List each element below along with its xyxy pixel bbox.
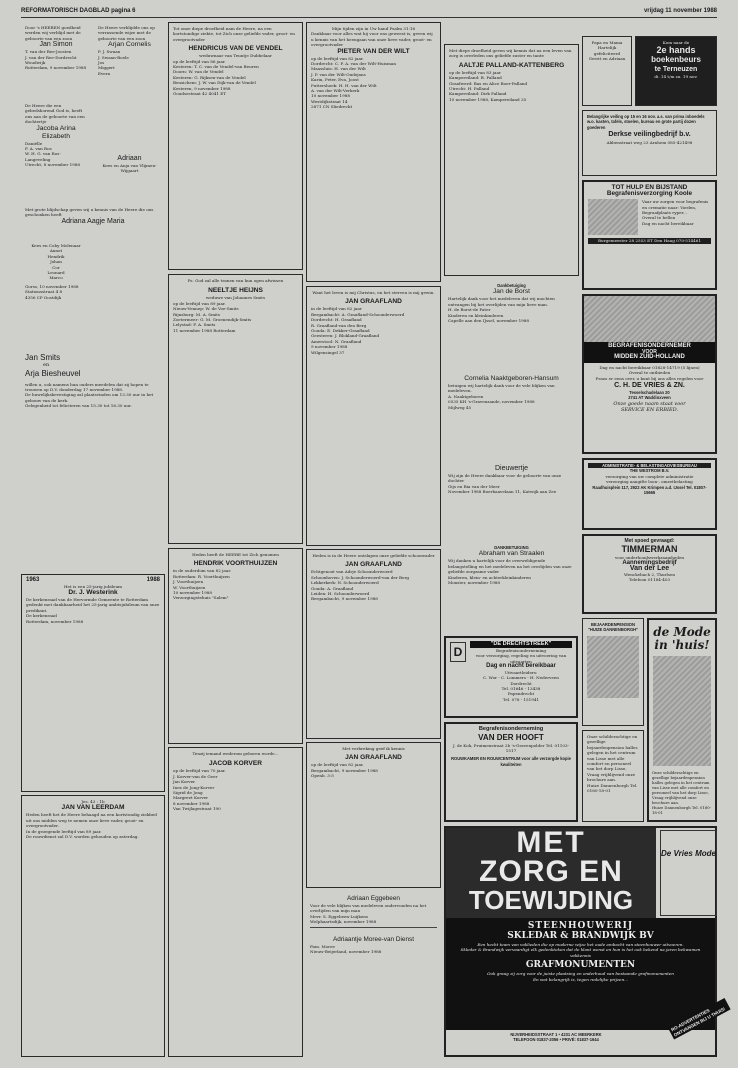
ad-arjan [94, 22, 165, 112]
bible-verse: Ps. God zal alle tranen van hun ogen afwissen [187, 278, 284, 283]
company-text: verzorging van uw complete administratie verzorging aangifte loon-, omzetbelasting [605, 473, 694, 485]
masthead-left: REFORMATORISCH DAGBLAD pagina 6 [21, 8, 136, 14]
ad-graafland-2 [306, 549, 441, 739]
obituary-intro: Met verbreking geef ik kennis [342, 746, 405, 751]
obituary-text: op de leeftijd van 86 jaar. Kesteren: T. C. van de Vendel-van Beuren Doorn: W. van de Vendel Kesteren: G. Rijksen-van de Vendel Beusichem: J. W. van Dijk-van de Vendel Kesteren, 9 november 1988 Goudsestraat 42 4041 ET [173, 58, 259, 97]
birth-text: De Heere verblijdde ons op verrassende wijze met de geboorte van een zoon [98, 25, 155, 41]
company-title: TOT HULP EN BIJSTAND [611, 184, 688, 191]
company-address: Burgemeester 28 2553 ET Den Haag 070-514461 [588, 238, 711, 243]
obituary-text: op de leeftijd van 89 jaar. Nieuw-Vennep: W. de Voe-Smits Rijnsburg: M. A. Smits Zoetermeer: G. M. Groenendijk-Smits Lelystad: F. A. Smits 11 november 1988 Rotterdam [173, 300, 252, 333]
deceased-name: NEELTJE HEIJNS [208, 287, 263, 295]
company-address: Raadhuisplein 117, 2922 AK Krimpen a.d. IJssel Tel. 01807-15665 [592, 484, 707, 496]
ad-koole [582, 180, 717, 290]
obituary-text: in de leeftijd van 82 jaar Bergambacht: A. Graafland-Schoonderwoerd Dordrecht: H. Graafland R. Graafland-van den Berg Gouda: E. Dekker-Graafland Geesteren: J. Blokland-Graafland Amerstool: N. Graafland 9 november 1988 Wilgensingel 37 [311, 306, 405, 355]
divider [310, 927, 437, 928]
ad-deborst [444, 280, 579, 370]
obituary-text: op de leeftijd van 83 jaar Kampereiland: B. Palland Graafwerd: Bas en Alice Boer-Palland Utrecht: H. Palland Kampereiland: Dirk Palland 10 november 1988, Kampereiland 35 [449, 69, 528, 102]
obituary-intro: Heden is in de Heere ontslapen onze geliefde schoonvader [312, 553, 435, 558]
deceased-name: JAN GRAAFLAND [345, 561, 402, 569]
company-title: STEENHOUWERIJ [527, 921, 634, 931]
company-text: Dag en nacht bereikbaar 01828-14719 (5 lijnen) Overal te ontbieden Prazo er eens over, u kunt bij ons alles regelen voor [595, 364, 704, 381]
birth-name: Jacoba Arina Elizabeth [36, 124, 76, 140]
ad-westrom [582, 458, 717, 530]
building-photo [584, 296, 715, 342]
bible-verse: Tenzij iemand wederom geboren worde... [192, 751, 279, 756]
ad-timmerman [582, 534, 717, 614]
address-text: Gorss, 10 november 1988 Stationsstraat 4 8 4356 CP Oostdijk [25, 283, 79, 300]
deceased-name: AALTJE PALLAND-KATTENBERG [458, 61, 565, 69]
company-text: ROUWKAMER EN ROUWCENTRUM voor alle verzorgde kopie kwaliteiten [451, 756, 571, 767]
ad-neeltje [168, 274, 303, 544]
ad-date: di. 14 t/m za. 19 nov. [654, 74, 698, 80]
hearse-image [588, 199, 638, 235]
deceased-name: HENDRIK VOORTHUIJZEN [193, 560, 278, 568]
obituary-intro: Dankbaar voor alles wat hij voor ons geweest is, geven wij u kennis van het heengaan van onze lieve vader, groot- en overgrootvader [311, 31, 433, 48]
thanks-name: Abraham van Straalen [478, 550, 545, 558]
birth-name: Adriana Aagje Maria [61, 217, 125, 225]
ad-adriana [21, 204, 165, 240]
deceased-name: JACOB KORVER [208, 760, 262, 768]
company-title: Begrafenisonderneming [478, 726, 544, 732]
year-to: 1988 [146, 577, 160, 583]
ad-drechtstreek [444, 636, 578, 718]
ad-demode [647, 618, 717, 822]
ad-pieter [306, 22, 441, 282]
company-text: Begrafenisonderneming voor verzorging, regeling en uitvoering van uitvaarten [475, 648, 567, 664]
deceased-name: PIETER VAN DER WILT [337, 47, 410, 55]
ad-cornelissen [21, 100, 91, 204]
stamp-banner: RO-ADVERTENTIES ONTVANGEN BIJ U THUIS! [668, 998, 731, 1040]
ad-jubileum [21, 574, 165, 792]
ad-graafland-3 [306, 742, 441, 888]
birth-parents: Daniëlle F. A. van Ros W. H. G. van Ros- Langeveling Utrecht, 8 november 1988 [25, 140, 80, 168]
demode-name: De Vries Mode [661, 849, 716, 858]
ad-wedding [21, 350, 165, 568]
obituary-text: op de leeftijd van 82 jaar. Bergambacht, 9 november 1988 Openb. 3:5 [311, 762, 378, 779]
headline-line: MET [516, 826, 586, 859]
birth-parents: P. J. Swaan J. Swaan-Boele Jos Miggert Evera [98, 49, 129, 76]
company-slogan: Onze goede naam staat voor SERVICE EN ERBIED. [613, 400, 686, 413]
groom-name: Jan Smits [25, 353, 61, 362]
ad-title: boekenbeurs [651, 55, 701, 65]
company-title: VOOR [642, 348, 657, 355]
company-title: MIDDEN ZUID-HOLLAND [614, 354, 685, 361]
obituary-text: op de leeftijd van 70 jaar. J. Korver-van de Geer Jan Korver Inez de Jong-Korver Sigrid de Jong Margreet Korver 8 november 1988 Van Twijlagestraat 190 [173, 768, 226, 812]
obituary-text: Heden heeft het de Heere behaagd na een kortstondig ziekbed uit ons midden weg te nemen onze lieve vader, groot- en overgrootvader. In de gezegende leeftijd van 89 jaar. De rouwdienst zal D.V. worden gehouden op zaterdag. [26, 812, 157, 840]
thanks-name: Adriaantje Moree-van Dienst [333, 935, 414, 943]
ad-thanks [306, 892, 441, 1057]
company-name: "DE DRECHTSTREEK" [470, 641, 572, 648]
company-name: SKLEDAR & BRANDWIJK BV [507, 931, 654, 941]
headline-line: TOEWIJDING [468, 885, 634, 915]
ad-kleinkinderen [21, 240, 91, 350]
thanks-text: betuigen wij hartelijk dank voor de vele blijken van medeleven. A. Naaktgeboren 0535 KH 's-Gravenzande, november 1988 Mijlweg 45 [448, 383, 555, 410]
ad-headline: de Mode in 'huis! [653, 625, 711, 652]
company-address: NIJVERHEIDSSTRAAT 1 • 4231 AC MEERKERK TELEFOON 01837-2056 • PRIVÉ: 01837-1644 [510, 1032, 602, 1043]
ad-graafland-1 [306, 286, 441, 546]
obituary-text: in de ouderdom van 82 jaar. Rotterdam: R. Voorthuijzen J. Voorthuijzen W. Voorthuijzen 10 november 1988 Verzorgingstehuis "Salem" [173, 568, 232, 601]
ad-text: Onze schilderachtige en gezellige bejaardenpension halles gelegen in het centrum van Lisse met alle comfort en personeel van het dorp Lisse, Vraag vrijblijvend onze brochure aan. Huize Dannenborgh Tel. 0180-18-01 [652, 770, 711, 815]
ad-straalen [444, 542, 579, 634]
birth-name: Adriaan [117, 155, 142, 162]
company-address: Wenckebach 2, Thurlsen Telefoon 01184-403 [623, 572, 676, 583]
company-name: C. H. DE VRIES & ZN. [614, 382, 685, 389]
jubileum-name: Dr. J. Westerink [68, 589, 118, 596]
company-text: Vaar uw zorgen voor begrafenis en crematie naar: Vorden, Begraafplaats ryper... Overal te bellen Dag en nacht bereikbaar [642, 199, 709, 226]
ad-adriaan [94, 112, 165, 204]
company-name: Derkse veilingbedrijf b.v. [608, 131, 691, 139]
wedding-text: willen u, ook namens hun ouders meedelen dat zij hopen te trouwen op D.V. donderdag 17 november 1988. De huwelijksbevestiging zal plaatsvinden om 13.30 uur in het gebouw van de kerk. Gelegenheid tot feliciteren van 15.30 tot 16.30 uur. [25, 381, 154, 409]
pension-title: BEJAARDENPENSION "HUIZE DANNENBORGH" [587, 622, 639, 633]
vacancy-text: voor onderhoudswerkzaamheden [614, 555, 685, 561]
en-text: en [43, 362, 50, 368]
company-title: BEGRAFENISONDERNEMER [608, 343, 691, 349]
obituary-intro: Tot onze diepe droefheid nam de Heere, na een kortstondige ziekte, tot Zich onze geliefde vader, groot- en overgrootvader [173, 26, 295, 42]
jubileum-text: De kerkenraad van de Hervormde Gemeente te Rotterdam gedenkt met dankbaarheid het 25-jarig ambtsjubileum van onze predikant. De kerkenraad Rotterdam, november 1988 [26, 597, 160, 624]
obituary-intro: Met diepe droefheid geven wij kennis dat na een leven van zorg is overleden ons geliefde zuster en tante [449, 48, 572, 59]
company-name: Van der Lee [629, 565, 670, 573]
deceased-subtitle: weduwe van Johannes Smits [205, 295, 266, 301]
ad-devries [582, 294, 717, 454]
ad-hansum [444, 372, 579, 460]
birth-name: Jan Simon [39, 41, 73, 49]
demode-badge [660, 830, 717, 916]
masthead [21, 6, 717, 18]
ad-boekenbeurs [635, 36, 717, 106]
company-product: GRAFMONUMENTEN [525, 960, 636, 971]
bible-verse: Want het leven is mij Christus, en het sterven is mij gewin. [312, 290, 435, 295]
model-photo [653, 656, 711, 766]
ad-vanderhooft [444, 722, 578, 822]
thanks-name: Jan de Borst [492, 288, 531, 296]
vacancy-head: Met spoed gevraagd: [624, 538, 675, 544]
ad-skledar [444, 826, 726, 1057]
deceased-name: JAN GRAAFLAND [345, 298, 402, 306]
company-block [446, 918, 715, 1030]
ad-voorthuijzen [168, 548, 303, 744]
thanks-heading: DANKBETUIGING [494, 545, 529, 550]
year-from: 1963 [26, 577, 40, 583]
deceased-name: JAN GRAAFLAND [345, 754, 402, 762]
deceased-subtitle: weduwnaar van Teuntje Dubbelaar [199, 53, 272, 59]
ad-pension-text [582, 730, 644, 822]
company-name: THE WESTROM B.V. [629, 468, 670, 474]
thanks-text: Fam. Moree Nieuw-Beijerland, november 1988 [310, 943, 382, 955]
headline-block [446, 828, 656, 918]
ad-korver [168, 747, 303, 1057]
thanks-heading: Dankbetuiging [497, 283, 526, 288]
thanks-text: Voor de vele blijken van medeleven ondervonden na het overlijden van mijn man Mevr. S. Eggebeen-Luijkens Wolphaartsdijk, november 1988 [310, 903, 427, 925]
company-subtext: Ook graag zij zorg voor de juiste plaatsing en onderhoud van bestaande grafmonumenten En wat belangrijk is, tegen redelijke prijzen... [487, 971, 674, 982]
company-address: Tesselschadelaan 20 2741 AT Waddinxveen [628, 390, 671, 401]
ad-hendricus [168, 22, 303, 270]
company-text: Een hecht team van vaklieden die op moderne wijze het oude ambacht van steenhouwer uitvoeren. Skledar & Brandwijk vervaardigt elk gedenkteken dat de klant wenst en hun is het ook bekend na jaren bekwamen vakkennis [460, 942, 701, 958]
birth-name: Arjan Cornelis [108, 41, 151, 49]
jubileum-title: Het is een 25-jarig jubileum [63, 583, 122, 589]
bride-name: Arja Biesheuvel [25, 368, 81, 378]
ad-sub: Kom naar de [662, 40, 690, 45]
ad-leerdam [21, 795, 165, 1057]
ad-derkse [582, 110, 717, 176]
thanks-text: Hartelijk dank voor het medeleven dat wij mochten ontvangen bij het overlijden van mijn lieve man. H. de Borst-de Pater Kinderen en kleinkinderen Capelle aan den IJssel, november 1988 [448, 296, 555, 324]
greeting-text: Papa en Mama Hartelijk gefeliciteerd Gerrit en Adriaan [588, 40, 626, 62]
ad-papamama [582, 36, 632, 106]
company-address: Abbenstraat weg 23 Arnhem 085-421498 [606, 140, 693, 146]
company-slogan: Dag en nacht bereikbaar [486, 663, 556, 670]
ad-simon [21, 22, 91, 100]
birth-parents: T. van der Ree-Joosten J. van der Ree-Dordrecht Woudwijk Rotterdam, 9 november 1988 [25, 49, 87, 71]
obituary-text: Echtgenoot van Adrje Schoonderwoerd Schoonhoven: J. Schoonderwoerd-van der Berg Lekkerkerk: N. Schoonderwoerd Gouda: A. Graafland Leiden: H. Schoonderwoerd Bergambacht, 9 november 1988 [311, 569, 410, 602]
masthead-rule [21, 17, 717, 18]
ad-dieuwertje [444, 462, 579, 540]
drechtstreek-logo: D [450, 642, 466, 662]
auction-text: Belangrijke veiling op 15 en 16 nov. a.s. van prima inboedels w.o. kasten, tafels, stoelen, bureau en grote partij dozen goederen [587, 114, 705, 130]
company-title: Aannemingsbedrijf [622, 559, 677, 566]
deceased-name: JAN VAN LEERDAM [61, 804, 125, 812]
ad-dannenborgh [582, 618, 644, 726]
birth-text: Wij zijn de Heere dankbaar voor de geboorte van onze dochter Gijs en Ria van der Meer November 1988 Boerhaavelaan 11, Katwijk aan Zee [448, 473, 562, 495]
thanks-name: Adriaan Eggebeen [347, 895, 400, 902]
company-name: Begrafenisverzorging Koole [606, 189, 693, 197]
headline-line: ZORG EN [479, 855, 623, 888]
company-title: ADMINISTRATIE- & BELASTINGADVIESBUREAU [588, 463, 711, 468]
family-list: Kees en Coby Molenaar Annet Hendrik Johan Cor Leonard Marco [31, 243, 81, 281]
obituary-text: op de leeftijd van 82 jaar. Dordrecht: C. P. A. van der Wilt-Huisman Maassluis: H. van der Wilt J. P. van der Wilt-Oudejans Karin, Peter, Eva, Joost Puttershoek: H. H. van der Wilt A. van der Wilt-Verkerk 10 november 1988 Westdijkstraat 14 2871 CN Sliedrecht [311, 55, 396, 110]
birth-name: Dieuwertje [494, 465, 529, 472]
company-staff: Uitvaartleiders: C. Wor - C. Lommers - H. Nederveen [483, 669, 559, 681]
company-address: J. de Kok, Pruimenstraat 2b 's-Gravenpolder Tel. 01103-1517 [453, 742, 569, 753]
thanks-name: Cornelia Naaktgeboren-Hansum [464, 375, 559, 382]
ad-aaltje [444, 44, 579, 276]
pension-text: Onze schilderachtige en gezellige bejaardenpension halles gelegen in het centrum van Lisse met alle comfort en personeel van het dorp Lisse, Vraag vrijblijvend onze brochure aan. Huize Dannenborgh Tel. 0180-18-01 [587, 734, 638, 794]
thanks-text: Wij danken u hartelijk voor de overweldigende belangstelling en het medeleven na het overlijden van onze geliefde zorgzame vader Kinderen, klein- en achterkleinkinderen Monster, november 1988 [448, 558, 572, 586]
birth-text: Door 's HEEREN goedheid werden wij verblijd met de geboorte van een zoon [25, 25, 81, 41]
ad-title: te Terneuzen [654, 66, 698, 74]
ad-title: 2e hands [656, 45, 696, 56]
deceased-name: HENDRICUS VAN DE VENDEL [188, 45, 283, 53]
bible-verse: Jes. 43 : 1b [81, 799, 105, 804]
company-address: Dordrecht Tel. 01646 - 13438 Papendrecht Tel. 078 - 151941 [501, 680, 541, 702]
vacancy-title: TIMMERMAN [621, 544, 678, 555]
birth-text: De Heere die een gebedshorend God is, heeft ons aan de geboorte van een dochtertje [25, 103, 85, 125]
birth-parents: Kees en Anja van Vlijmen-Wijgaart [102, 163, 157, 174]
company-name: VAN DER HOOFT [478, 732, 544, 742]
bible-verse: Mijn tijden zijn in Uw hand Psalm 31:16 [331, 26, 416, 31]
birth-text: Met grote blijdschap geven wij u kennis van de Heere die ons geschonken heeft [25, 207, 154, 218]
masthead-right: vrijdag 11 november 1988 [643, 8, 717, 14]
house-image [587, 636, 639, 698]
obituary-intro: Heden heeft de HEERE tot Zich genomen [192, 552, 279, 557]
